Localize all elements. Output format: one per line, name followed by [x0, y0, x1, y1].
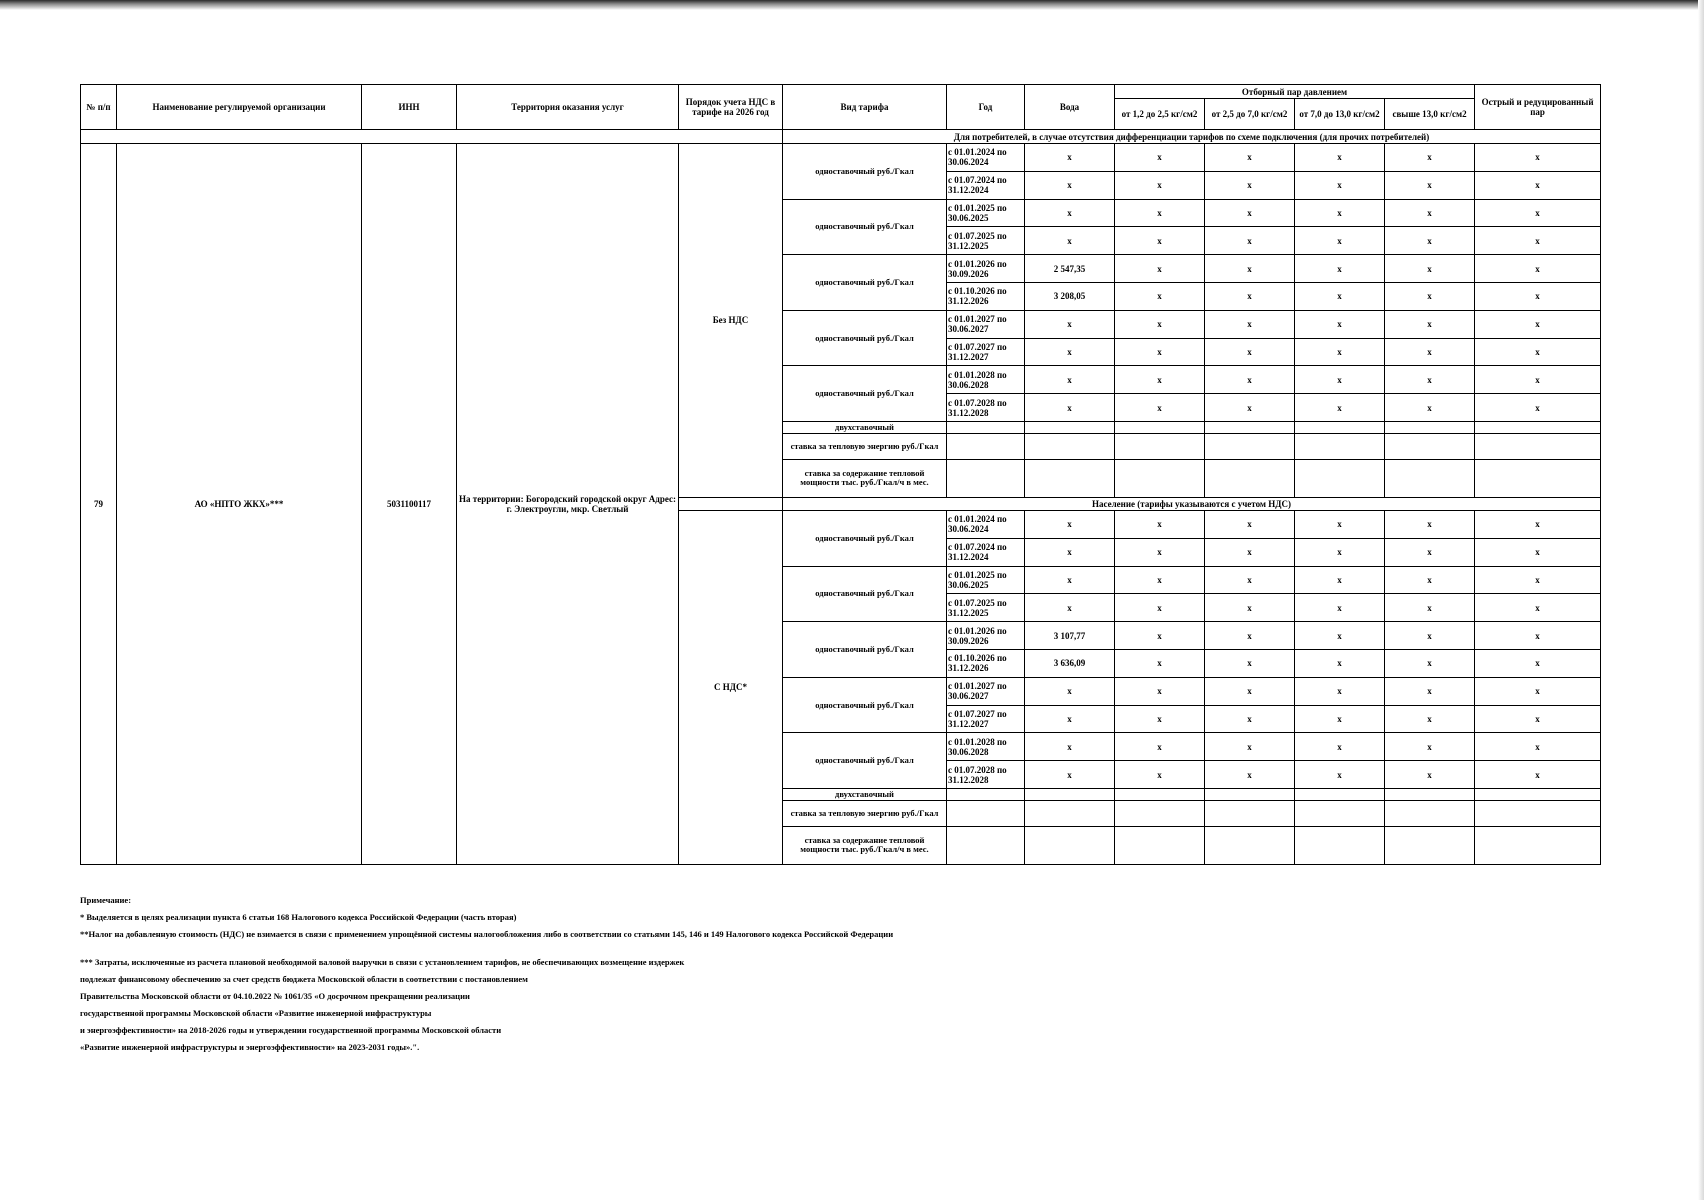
period-empty — [947, 433, 1025, 459]
water-value: x — [1025, 510, 1115, 538]
sharp-steam-value: x — [1475, 510, 1601, 538]
steam-2-value: x — [1205, 338, 1295, 366]
header-water: Вода — [1025, 85, 1115, 130]
header-vat-order: Порядок учета НДС в тарифе на 2026 год — [679, 85, 783, 130]
steam-4-empty — [1385, 788, 1475, 800]
steam-4-empty — [1385, 826, 1475, 864]
steam-2-value: x — [1205, 510, 1295, 538]
steam-3-empty — [1295, 788, 1385, 800]
note-1: * Выделяется в целях реализации пункта 6 статьи 168 Налогового кодекса Российской Федерации (часть вторая) — [80, 912, 517, 922]
steam-1-empty — [1115, 421, 1205, 433]
note-3-line-4: государственной программы Московской области «Развитие инженерной инфраструктуры — [80, 1008, 432, 1018]
steam-2-value: x — [1205, 761, 1295, 789]
water-value: x — [1025, 705, 1115, 733]
steam-1-value: x — [1115, 310, 1205, 338]
steam-2-value: x — [1205, 705, 1295, 733]
section-population: Население (тарифы указываются с учетом НДС) — [783, 497, 1601, 510]
steam-2-value: x — [1205, 366, 1295, 394]
steam-3-empty — [1295, 826, 1385, 864]
notes-title: Примечание: — [80, 895, 132, 905]
steam-4-value: x — [1385, 538, 1475, 566]
header-steam-2: от 2,5 до 7,0 кг/см2 — [1205, 99, 1295, 130]
steam-3-value: x — [1295, 538, 1385, 566]
steam-1-value: x — [1115, 566, 1205, 594]
section-other-consumers: Для потребителей, в случае отсутствия дифференциации тарифов по схеме подключения (для прочих потребителей) — [783, 130, 1601, 144]
tariff-type-single: одноставочный руб./Гкал — [783, 199, 947, 255]
water-value: x — [1025, 144, 1115, 172]
period-cell: с 01.07.2028 по 31.12.2028 — [947, 761, 1025, 789]
steam-4-empty — [1385, 433, 1475, 459]
vat-order-cell: С НДС* — [679, 510, 783, 864]
steam-1-value: x — [1115, 761, 1205, 789]
period-cell: с 01.07.2027 по 31.12.2027 — [947, 338, 1025, 366]
org-name: АО «НПТО ЖКХ»*** — [117, 144, 362, 865]
steam-3-value: x — [1295, 199, 1385, 227]
tariff-type-capacity-rate: ставка за содержание тепловой мощности тыс. руб./Гкал/ч в мес. — [783, 826, 947, 864]
period-empty — [947, 800, 1025, 826]
steam-4-value: x — [1385, 282, 1475, 310]
steam-2-empty — [1205, 421, 1295, 433]
steam-3-value: x — [1295, 338, 1385, 366]
header-org-name: Наименование регулируемой организации — [117, 85, 362, 130]
steam-2-value: x — [1205, 227, 1295, 255]
water-value: x — [1025, 394, 1115, 422]
sharp-steam-value: x — [1475, 144, 1601, 172]
period-cell: с 01.01.2026 по 30.09.2026 — [947, 255, 1025, 283]
water-empty — [1025, 788, 1115, 800]
steam-4-empty — [1385, 421, 1475, 433]
period-cell: с 01.10.2026 по 31.12.2026 — [947, 649, 1025, 677]
period-empty — [947, 788, 1025, 800]
steam-4-value: x — [1385, 622, 1475, 650]
header-steam-4: свыше 13,0 кг/см2 — [1385, 99, 1475, 130]
org-num: 79 — [81, 144, 117, 865]
water-value: x — [1025, 199, 1115, 227]
period-cell: с 01.10.2026 по 31.12.2026 — [947, 282, 1025, 310]
header-tariff-type: Вид тарифа — [783, 85, 947, 130]
tariff-type-single: одноставочный руб./Гкал — [783, 622, 947, 678]
steam-2-value: x — [1205, 282, 1295, 310]
water-value: x — [1025, 310, 1115, 338]
water-value: 3 636,09 — [1025, 649, 1115, 677]
steam-1-value: x — [1115, 255, 1205, 283]
tariff-type-single: одноставочный руб./Гкал — [783, 677, 947, 733]
period-cell: с 01.01.2025 по 30.06.2025 — [947, 566, 1025, 594]
steam-3-value: x — [1295, 394, 1385, 422]
steam-2-empty — [1205, 433, 1295, 459]
steam-2-value: x — [1205, 622, 1295, 650]
steam-3-value: x — [1295, 310, 1385, 338]
water-empty — [1025, 421, 1115, 433]
steam-1-value: x — [1115, 677, 1205, 705]
section-spacer — [679, 497, 783, 510]
steam-1-value: x — [1115, 733, 1205, 761]
period-cell: с 01.01.2026 по 30.09.2026 — [947, 622, 1025, 650]
water-value: x — [1025, 594, 1115, 622]
steam-4-value: x — [1385, 144, 1475, 172]
sharp-steam-value: x — [1475, 649, 1601, 677]
period-cell: с 01.07.2027 по 31.12.2027 — [947, 705, 1025, 733]
water-value: x — [1025, 538, 1115, 566]
steam-2-value: x — [1205, 310, 1295, 338]
steam-2-value: x — [1205, 394, 1295, 422]
steam-4-value: x — [1385, 338, 1475, 366]
water-value: 2 547,35 — [1025, 255, 1115, 283]
steam-2-value: x — [1205, 649, 1295, 677]
steam-3-value: x — [1295, 594, 1385, 622]
steam-4-empty — [1385, 459, 1475, 497]
steam-3-value: x — [1295, 761, 1385, 789]
period-empty — [947, 459, 1025, 497]
steam-1-value: x — [1115, 227, 1205, 255]
sharp-steam-value: x — [1475, 227, 1601, 255]
sharp-steam-value: x — [1475, 366, 1601, 394]
period-cell: с 01.01.2024 по 30.06.2024 — [947, 510, 1025, 538]
tariff-type-energy-rate: ставка за тепловую энергию руб./Гкал — [783, 800, 947, 826]
water-value: x — [1025, 761, 1115, 789]
scan-right-edge — [1698, 0, 1704, 1200]
sharp-steam-value: x — [1475, 171, 1601, 199]
tariff-type-single: одноставочный руб./Гкал — [783, 310, 947, 366]
table-row — [81, 144, 1601, 172]
period-cell: с 01.01.2024 по 30.06.2024 — [947, 144, 1025, 172]
header-steam-group: Отборный пар давлением — [1115, 85, 1475, 99]
steam-3-value: x — [1295, 255, 1385, 283]
water-value: 3 208,05 — [1025, 282, 1115, 310]
org-territory: На территории: Богородский городской округ Адрес: г. Электроугли, мкр. Светлый — [457, 144, 679, 865]
vat-order-cell: Без НДС — [679, 144, 783, 498]
water-value: x — [1025, 677, 1115, 705]
steam-2-value: x — [1205, 199, 1295, 227]
period-empty — [947, 421, 1025, 433]
table-body — [81, 85, 1601, 865]
tariff-type-single: одноставочный руб./Гкал — [783, 733, 947, 789]
period-cell: с 01.01.2027 по 30.06.2027 — [947, 310, 1025, 338]
note-3-line-5: и энергоэффективности» на 2018-2026 годы и утверждении государственной программы Московской области — [80, 1025, 502, 1035]
period-cell: с 01.07.2028 по 31.12.2028 — [947, 394, 1025, 422]
sharp-steam-empty — [1475, 421, 1601, 433]
steam-1-value: x — [1115, 338, 1205, 366]
steam-2-empty — [1205, 800, 1295, 826]
sharp-steam-value: x — [1475, 538, 1601, 566]
steam-4-value: x — [1385, 171, 1475, 199]
sharp-steam-value: x — [1475, 594, 1601, 622]
scan-top-edge — [0, 0, 1704, 10]
note-3-line-1: *** Затраты, исключенные из расчета плановой необходимой валовой выручки в связи с установлением тарифов, не обеспечивающих возмещение издержек — [80, 957, 685, 967]
sharp-steam-value: x — [1475, 677, 1601, 705]
tariff-table — [80, 84, 1601, 865]
steam-3-value: x — [1295, 566, 1385, 594]
steam-2-empty — [1205, 459, 1295, 497]
steam-1-value: x — [1115, 705, 1205, 733]
water-value: x — [1025, 338, 1115, 366]
steam-4-empty — [1385, 800, 1475, 826]
header-territory: Территория оказания услуг — [457, 85, 679, 130]
sharp-steam-empty — [1475, 826, 1601, 864]
steam-1-empty — [1115, 826, 1205, 864]
tariff-type-two-rate: двухставочный — [783, 788, 947, 800]
period-cell: с 01.01.2028 по 30.06.2028 — [947, 366, 1025, 394]
period-cell: с 01.07.2024 по 31.12.2024 — [947, 538, 1025, 566]
sharp-steam-value: x — [1475, 622, 1601, 650]
steam-3-empty — [1295, 433, 1385, 459]
steam-4-value: x — [1385, 649, 1475, 677]
steam-2-empty — [1205, 826, 1295, 864]
period-cell: с 01.01.2027 по 30.06.2027 — [947, 677, 1025, 705]
water-value: x — [1025, 566, 1115, 594]
sharp-steam-value: x — [1475, 761, 1601, 789]
header-steam-3: от 7,0 до 13,0 кг/см2 — [1295, 99, 1385, 130]
steam-4-value: x — [1385, 394, 1475, 422]
steam-1-empty — [1115, 459, 1205, 497]
steam-2-empty — [1205, 788, 1295, 800]
steam-4-value: x — [1385, 677, 1475, 705]
water-value: x — [1025, 227, 1115, 255]
header-num: № п/п — [81, 85, 117, 130]
header-steam-1: от 1,2 до 2,5 кг/см2 — [1115, 99, 1205, 130]
steam-3-value: x — [1295, 733, 1385, 761]
sharp-steam-empty — [1475, 459, 1601, 497]
steam-1-value: x — [1115, 366, 1205, 394]
steam-4-value: x — [1385, 510, 1475, 538]
header-sharp-steam: Острый и редуцированный пар — [1475, 85, 1601, 130]
water-value: x — [1025, 733, 1115, 761]
steam-3-value: x — [1295, 622, 1385, 650]
tariff-type-capacity-rate: ставка за содержание тепловой мощности тыс. руб./Гкал/ч в мес. — [783, 459, 947, 497]
steam-4-value: x — [1385, 366, 1475, 394]
steam-3-value: x — [1295, 649, 1385, 677]
water-value: 3 107,77 — [1025, 622, 1115, 650]
period-cell: с 01.07.2024 по 31.12.2024 — [947, 171, 1025, 199]
sharp-steam-value: x — [1475, 338, 1601, 366]
sharp-steam-empty — [1475, 788, 1601, 800]
tariff-type-single: одноставочный руб./Гкал — [783, 566, 947, 622]
steam-1-empty — [1115, 788, 1205, 800]
steam-4-value: x — [1385, 199, 1475, 227]
steam-2-value: x — [1205, 171, 1295, 199]
steam-2-value: x — [1205, 144, 1295, 172]
steam-3-value: x — [1295, 227, 1385, 255]
note-3-line-3: Правительства Московской области от 04.10.2022 № 1061/35 «О досрочном прекращении реализации — [80, 991, 470, 1001]
org-inn: 5031100117 — [362, 144, 457, 865]
sharp-steam-empty — [1475, 800, 1601, 826]
steam-3-value: x — [1295, 510, 1385, 538]
steam-4-value: x — [1385, 310, 1475, 338]
sharp-steam-empty — [1475, 433, 1601, 459]
tariff-type-two-rate: двухставочный — [783, 421, 947, 433]
sharp-steam-value: x — [1475, 310, 1601, 338]
tariff-type-single: одноставочный руб./Гкал — [783, 366, 947, 422]
steam-1-value: x — [1115, 394, 1205, 422]
steam-1-empty — [1115, 433, 1205, 459]
steam-3-empty — [1295, 459, 1385, 497]
tariff-type-single: одноставочный руб./Гкал — [783, 510, 947, 566]
steam-1-value: x — [1115, 282, 1205, 310]
note-3-line-6: «Развитие инженерной инфраструктуры и энергоэффективности» на 2023-2031 годы».". — [80, 1042, 420, 1052]
period-cell: с 01.07.2025 по 31.12.2025 — [947, 227, 1025, 255]
steam-1-value: x — [1115, 594, 1205, 622]
steam-1-value: x — [1115, 538, 1205, 566]
steam-3-empty — [1295, 800, 1385, 826]
steam-3-empty — [1295, 421, 1385, 433]
notes-gap — [80, 943, 1480, 954]
water-empty — [1025, 433, 1115, 459]
tariff-type-single: одноставочный руб./Гкал — [783, 255, 947, 311]
period-cell: с 01.01.2028 по 30.06.2028 — [947, 733, 1025, 761]
steam-3-value: x — [1295, 282, 1385, 310]
steam-4-value: x — [1385, 566, 1475, 594]
steam-3-value: x — [1295, 144, 1385, 172]
steam-4-value: x — [1385, 227, 1475, 255]
water-empty — [1025, 826, 1115, 864]
steam-2-value: x — [1205, 538, 1295, 566]
period-cell: с 01.07.2025 по 31.12.2025 — [947, 594, 1025, 622]
tariff-type-single: одноставочный руб./Гкал — [783, 144, 947, 200]
sharp-steam-value: x — [1475, 282, 1601, 310]
water-value: x — [1025, 171, 1115, 199]
water-value: x — [1025, 366, 1115, 394]
sharp-steam-value: x — [1475, 705, 1601, 733]
sharp-steam-value: x — [1475, 733, 1601, 761]
steam-1-empty — [1115, 800, 1205, 826]
steam-4-value: x — [1385, 733, 1475, 761]
steam-3-value: x — [1295, 705, 1385, 733]
steam-3-value: x — [1295, 366, 1385, 394]
sharp-steam-value: x — [1475, 255, 1601, 283]
steam-4-value: x — [1385, 761, 1475, 789]
steam-1-value: x — [1115, 510, 1205, 538]
steam-1-value: x — [1115, 199, 1205, 227]
steam-1-value: x — [1115, 171, 1205, 199]
steam-1-value: x — [1115, 649, 1205, 677]
steam-2-value: x — [1205, 677, 1295, 705]
note-3-line-2: подлежат финансовому обеспечению за счет средств бюджета Московской области в соответствии с постановлением — [80, 974, 528, 984]
note-2: **Налог на добавленную стоимость (НДС) не взимается в связи с применением упрощённой системы налогообложения либо в соответствии со статьями 145, 146 и 149 Налогового кодекса Российской Федерации — [80, 929, 894, 939]
steam-2-value: x — [1205, 594, 1295, 622]
steam-3-value: x — [1295, 171, 1385, 199]
steam-4-value: x — [1385, 594, 1475, 622]
header-year: Год — [947, 85, 1025, 130]
water-empty — [1025, 800, 1115, 826]
tariff-type-energy-rate: ставка за тепловую энергию руб./Гкал — [783, 433, 947, 459]
steam-1-value: x — [1115, 622, 1205, 650]
steam-2-value: x — [1205, 566, 1295, 594]
steam-3-value: x — [1295, 677, 1385, 705]
sharp-steam-value: x — [1475, 199, 1601, 227]
period-cell: с 01.01.2025 по 30.06.2025 — [947, 199, 1025, 227]
steam-4-value: x — [1385, 255, 1475, 283]
header-inn: ИНН — [362, 85, 457, 130]
steam-1-value: x — [1115, 144, 1205, 172]
section-spacer — [81, 130, 783, 144]
water-empty — [1025, 459, 1115, 497]
sharp-steam-value: x — [1475, 394, 1601, 422]
sharp-steam-value: x — [1475, 566, 1601, 594]
steam-2-value: x — [1205, 733, 1295, 761]
steam-4-value: x — [1385, 705, 1475, 733]
steam-2-value: x — [1205, 255, 1295, 283]
notes-block — [80, 892, 1480, 1056]
period-empty — [947, 826, 1025, 864]
